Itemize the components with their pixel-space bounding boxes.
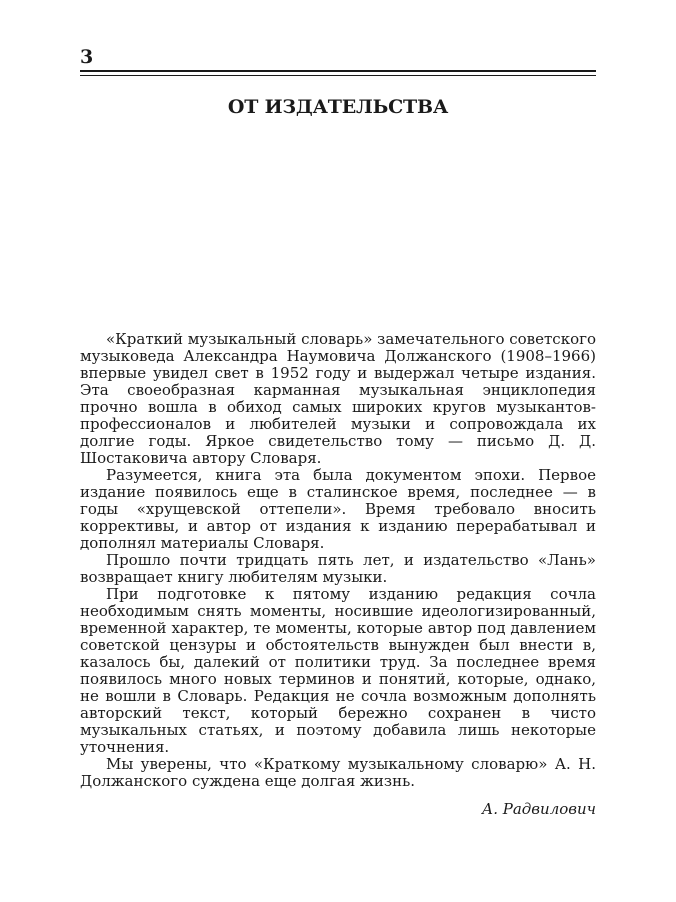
page-number: 3 <box>80 46 94 68</box>
header-rule-thin <box>80 75 596 76</box>
page-title: ОТ ИЗДАТЕЛЬСТВА <box>227 96 449 118</box>
paragraph: При подготовке к пятому изданию редакция сочла необходимым снять моменты, носившие идеологизированный, временной характер, те моменты, которые автор под давлением советской цензуры и обстоятельств вынужден был внести в, казалось бы, далекий от политики труд. За последнее время появилось много новых терминов и понятий, которые, однако, не вошли в Словарь. Редакция не сочла возможным дополнять авторский текст, который бережно сохранен в чисто музыкальных статьях, и поэтому добавила лишь некоторые уточнения. <box>80 585 596 756</box>
paragraph: «Краткий музыкальный словарь» замечательного советского музыковеда Александра Наумовича Должанского (1908–1966) впервые увидел свет в 1952 году и выдержал четыре издания. Эта своеобразная карманная музыкальная энциклопедия прочно вошла в обиход самых широких кругов музыкантов-профессионалов и любителей музыки и сопровождала их долгие годы. Яркое свидетельство тому — письмо Д. Д. Шостаковича автору Словаря. <box>80 330 596 467</box>
paragraph: Разумеется, книга эта была документом эпохи. Первое издание появилось еще в сталинское время, последнее — в годы «хрущевской оттепели». Время требовало вносить коррективы, и автор от издания к изданию перерабатывал и дополнял материалы Словаря. <box>80 466 596 552</box>
paragraph: Прошло почти тридцать пять лет, и издательство «Лань» возвращает книгу любителям музыки. <box>80 551 596 586</box>
paragraph: Мы уверены, что «Краткому музыкальному словарю» А. Н. Должанского суждена еще долгая жизнь. <box>80 755 596 790</box>
signature: А. Радвилович <box>481 800 596 818</box>
body-text <box>80 331 596 790</box>
header-rule-thick <box>80 70 596 72</box>
